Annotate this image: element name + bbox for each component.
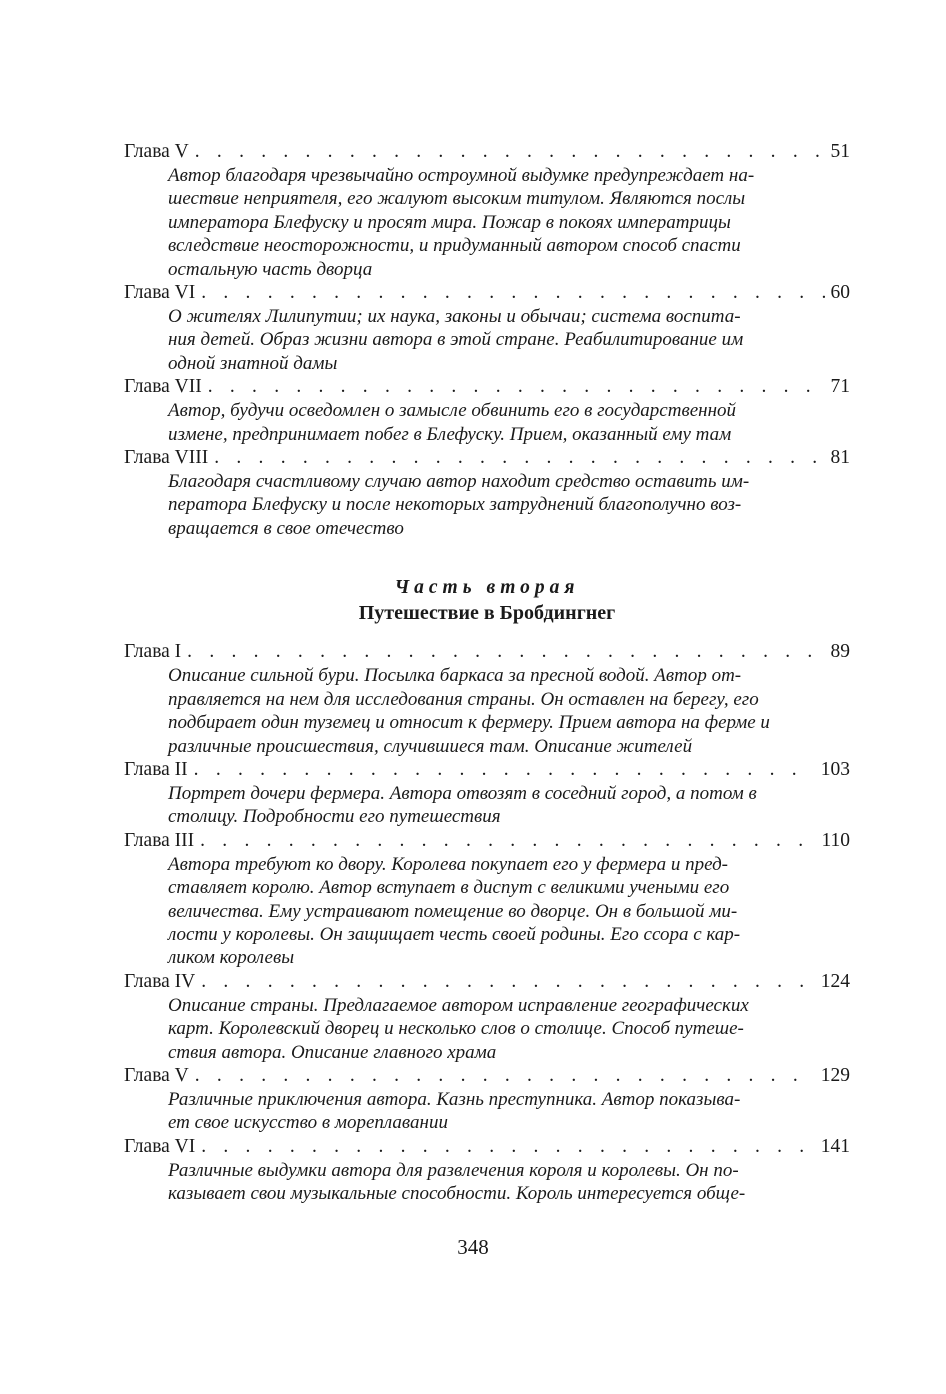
chapter-title: Глава IV <box>124 970 196 992</box>
chapter-summary <box>168 664 850 758</box>
chapter-title: Глава I <box>124 641 182 663</box>
toc-entry-heading <box>124 758 850 782</box>
dot-leader <box>214 446 824 470</box>
toc-entry <box>124 829 850 970</box>
chapter-title: Глава VI <box>124 282 196 304</box>
summary-line: ставляет королю. Автор вступает в диспут с великими учеными его <box>168 877 730 899</box>
summary-line: различные происшествия, случившиеся там. Описание жителей <box>168 735 693 757</box>
summary-line: правляется на нем для исследования страны. Он оставлен на берегу, его <box>168 688 759 710</box>
toc-entry-heading <box>124 970 850 994</box>
chapter-summary <box>168 399 850 446</box>
part-title: Путешествие в Бробдингнег <box>358 602 616 625</box>
summary-line: Различные выдумки автора для развлечения короля и королевы. Он по- <box>168 1159 739 1181</box>
toc-entry <box>124 1135 850 1206</box>
chapter-title: Глава VII <box>124 376 202 398</box>
dot-leader <box>194 758 815 782</box>
summary-line: Автор благодаря чрезвычайно остроумной выдумке предупреждает на- <box>168 165 755 186</box>
summary-line: величества. Ему устраивают помещение во дворце. Он в большой ми- <box>168 900 738 922</box>
toc-entry <box>124 140 850 281</box>
dot-leader <box>201 281 824 305</box>
chapter-page-number: 129 <box>820 1064 850 1086</box>
chapter-summary <box>168 164 850 281</box>
summary-line: одной знатной дамы <box>168 352 338 374</box>
chapter-summary <box>168 853 850 970</box>
dot-leader <box>208 375 825 399</box>
summary-line: ния детей. Образ жизни автора в этой стране. Реабилитирование им <box>168 329 744 351</box>
summary-line: Портрет дочери фермера. Автора отвозят в соседний город, а потом в <box>168 782 757 804</box>
toc-entry <box>124 375 850 446</box>
toc-entry-heading <box>124 281 850 305</box>
toc-entry-heading <box>124 640 850 664</box>
toc-entry-heading <box>124 140 850 164</box>
toc-entry <box>124 1064 850 1135</box>
chapter-page-number: 124 <box>820 970 850 992</box>
toc-entry-heading <box>124 1064 850 1088</box>
summary-line: столицу. Подробности его путешествия <box>168 806 501 828</box>
chapter-title: Глава III <box>124 829 195 851</box>
summary-line: ствия автора. Описание главного храма <box>168 1041 497 1063</box>
dot-leader <box>201 1135 815 1159</box>
chapter-page-number: 60 <box>830 282 850 304</box>
chapter-title: Глава V <box>124 141 189 162</box>
part-one-entries <box>124 140 850 540</box>
chapter-summary <box>168 782 850 829</box>
part-heading <box>124 576 850 626</box>
chapter-title: Глава VIII <box>124 447 209 469</box>
dot-leader <box>195 140 825 164</box>
summary-line: шествие неприятеля, его жалуют высоким титулом. Являются послы <box>168 188 746 210</box>
summary-line: ликом королевы <box>168 947 295 969</box>
summary-line: лости у королевы. Он защищает честь своей родины. Его ссора с кар- <box>168 923 741 945</box>
toc-entry-heading <box>124 446 850 470</box>
summary-line: О жителях Лилипутии; их наука, законы и обычаи; система воспита- <box>168 306 741 328</box>
summary-line: Благодаря счастливому случаю автор находит средство оставить им- <box>168 471 750 493</box>
chapter-page-number: 141 <box>820 1135 850 1157</box>
summary-line: ператора Блефуску и после некоторых затруднений благополучно воз- <box>168 494 742 516</box>
toc-entry-heading <box>124 375 850 399</box>
chapter-summary <box>168 305 850 375</box>
chapter-summary <box>168 994 850 1064</box>
chapter-summary <box>168 1159 850 1206</box>
summary-line: Описание страны. Предлагаемое автором исправление географических <box>168 994 749 1016</box>
chapter-summary <box>168 470 850 540</box>
toc-entry-heading <box>124 1135 850 1159</box>
chapter-page-number: 51 <box>830 141 850 162</box>
summary-line: казывает свои музыкальные способности. Король интересуется обще- <box>168 1183 746 1205</box>
chapter-page-number: 110 <box>821 829 850 851</box>
chapter-page-number: 71 <box>830 376 850 398</box>
page-number: 348 <box>457 1235 489 1259</box>
summary-line: Автор, будучи осведомлен о замысле обвинить его в государственной <box>168 400 736 422</box>
summary-line: измене, предпринимает побег в Блефуску. Прием, оказанный ему там <box>168 423 732 445</box>
summary-line: остальную часть дворца <box>168 258 373 280</box>
toc-entry-heading <box>124 829 850 853</box>
toc-entry <box>124 758 850 829</box>
summary-line: карт. Королевский дворец и несколько слов о столице. Способ путеше- <box>168 1018 744 1040</box>
chapter-title: Глава VI <box>124 1135 196 1157</box>
summary-line: подбирает один туземец и относит к фермеру. Прием автора на ферме и <box>168 712 770 734</box>
chapter-page-number: 81 <box>830 447 850 469</box>
dot-leader <box>195 1064 815 1088</box>
toc-entry <box>124 970 850 1064</box>
summary-line: ет свое искусство в мореплавании <box>168 1112 448 1134</box>
toc-entry <box>124 281 850 375</box>
dot-leader <box>200 829 815 853</box>
toc-entry <box>124 640 850 758</box>
table-of-contents <box>124 140 850 1206</box>
toc-entry <box>124 446 850 540</box>
chapter-summary <box>168 1088 850 1135</box>
summary-line: Описание сильной бури. Посылка баркаса за пресной водой. Автор от- <box>168 665 742 687</box>
chapter-page-number: 89 <box>830 641 850 663</box>
chapter-title: Глава II <box>124 758 188 780</box>
summary-line: вращается в свое отечество <box>168 517 404 539</box>
summary-line: Автора требуют ко двору. Королева покупает его у фермера и пред- <box>168 853 729 875</box>
dot-leader <box>187 640 824 664</box>
summary-line: вследствие неосторожности, и придуманный автором способ спасти <box>168 235 741 257</box>
summary-line: Различные приключения автора. Казнь преступника. Автор показыва- <box>168 1088 741 1110</box>
dot-leader <box>201 970 815 994</box>
summary-line: императора Блефуску и просят мира. Пожар в покоях императрицы <box>168 211 731 233</box>
part-two-entries <box>124 640 850 1205</box>
chapter-title: Глава V <box>124 1064 189 1086</box>
part-label: Часть вторая <box>394 577 580 599</box>
chapter-page-number: 103 <box>820 758 850 780</box>
